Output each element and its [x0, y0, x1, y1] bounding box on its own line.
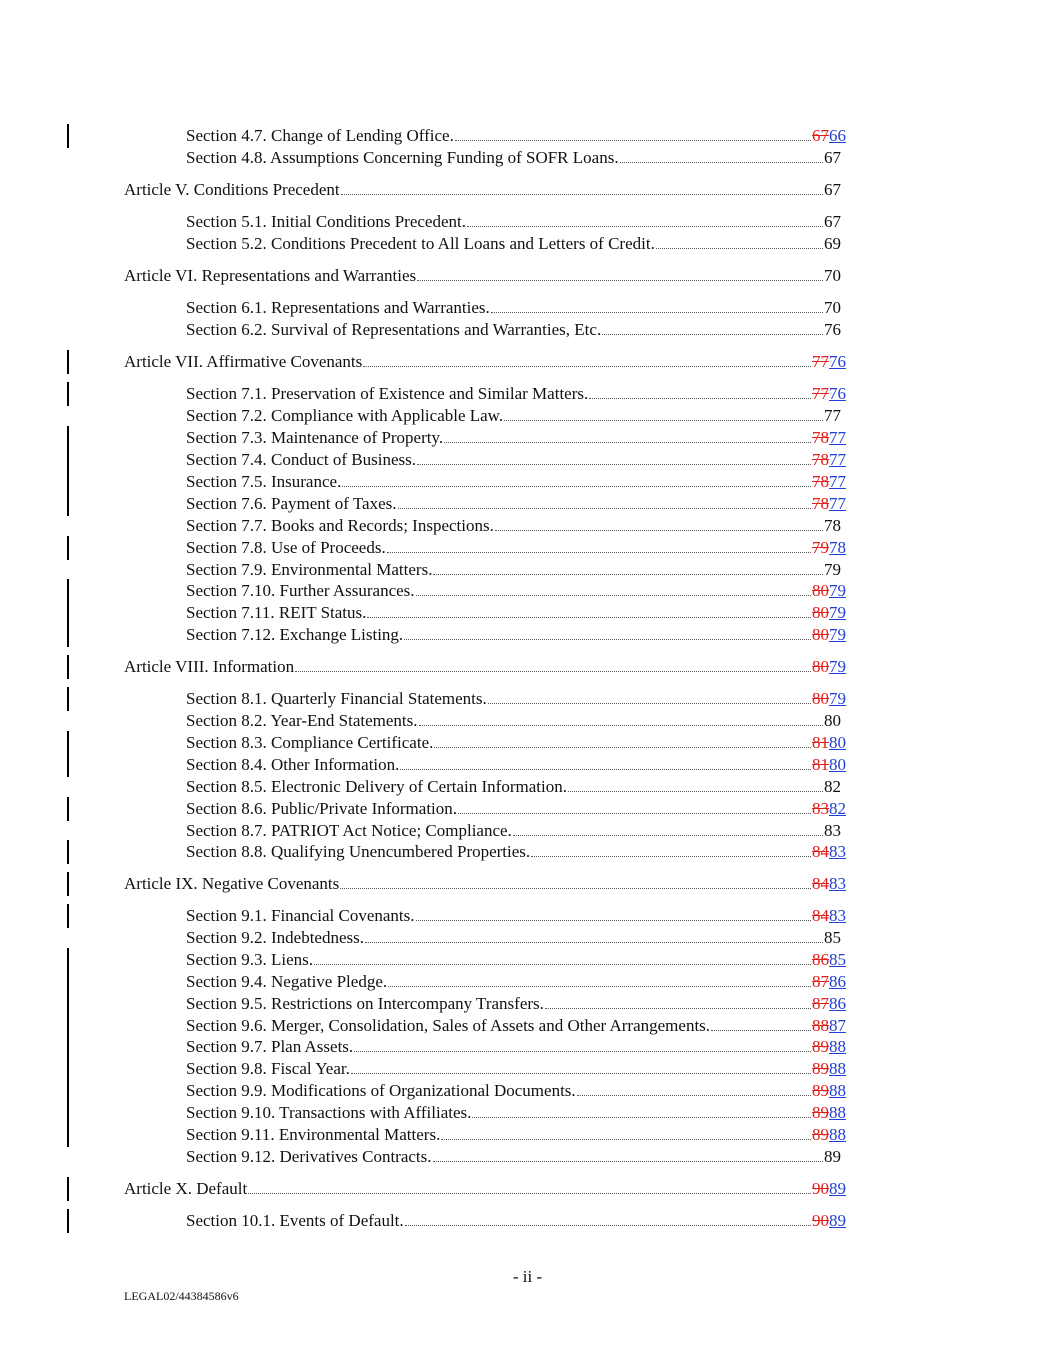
revision-change-bar	[67, 492, 69, 516]
toc-entry-title: Section 4.8. Assumptions Concerning Funding of SOFR Loans.	[186, 148, 619, 167]
dot-leader	[354, 1050, 811, 1052]
deleted-page-number: 86	[812, 950, 829, 969]
toc-entry-title: Section 7.6. Payment of Taxes.	[186, 494, 397, 513]
toc-page-number	[812, 1015, 846, 1037]
toc-entry-title: Section 8.5. Electronic Delivery of Certain Information.	[186, 777, 567, 796]
dot-leader	[711, 1029, 811, 1031]
revision-change-bar	[67, 448, 69, 472]
inserted-page-number: 77	[829, 472, 846, 491]
toc-section-entry[interactable]	[186, 841, 846, 863]
toc-entry-title: Section 5.2. Conditions Precedent to All Loans and Letters of Credit.	[186, 234, 655, 253]
toc-section-entry[interactable]	[186, 1015, 846, 1037]
toc-section-entry[interactable]	[186, 405, 846, 427]
inserted-page-number: 79	[829, 625, 846, 644]
deleted-page-number: 80	[812, 625, 829, 644]
toc-section-entry[interactable]	[186, 537, 846, 559]
revision-change-bar	[67, 655, 69, 679]
toc-entry-title: Section 8.7. PATRIOT Act Notice; Compliance.	[186, 821, 512, 840]
dot-leader	[248, 1192, 811, 1194]
document-id: LEGAL02/44384586v6	[124, 1289, 239, 1303]
deleted-page-number: 89	[812, 1103, 829, 1122]
toc-page-number	[812, 905, 846, 927]
toc-section-entry[interactable]	[186, 949, 846, 971]
toc-entry-title: Section 7.12. Exchange Listing.	[186, 625, 404, 644]
revision-change-bar	[67, 1057, 69, 1081]
toc-entry-title: Section 9.2. Indebtedness.	[186, 928, 364, 947]
toc-section-entry[interactable]	[186, 233, 846, 255]
inserted-page-number: 77	[829, 428, 846, 447]
inserted-page-number: 79	[829, 689, 846, 708]
dot-leader	[314, 963, 811, 965]
toc-section-entry[interactable]	[186, 1146, 846, 1168]
toc-page-number: 67	[824, 180, 841, 199]
dot-leader	[656, 247, 823, 249]
revision-change-bar	[67, 601, 69, 625]
toc-entry-title: Section 9.8. Fiscal Year.	[186, 1059, 350, 1078]
toc-page-number	[812, 493, 846, 515]
dot-leader	[577, 1094, 811, 1096]
toc-page-number: 80	[824, 711, 841, 730]
toc-article-entry[interactable]	[124, 265, 846, 287]
toc-page-number: 82	[824, 777, 841, 796]
toc-entry-title: Article VI. Representations and Warranties	[124, 266, 417, 285]
dot-leader	[455, 139, 811, 141]
toc-entry-title: Section 4.7. Change of Lending Office.	[186, 126, 454, 145]
toc-section-entry[interactable]	[186, 1058, 846, 1080]
toc-article-entry[interactable]	[124, 179, 846, 201]
toc-entry-title: Section 8.1. Quarterly Financial Statements.	[186, 689, 487, 708]
toc-page-number	[812, 537, 846, 559]
inserted-page-number: 76	[829, 384, 846, 403]
revision-change-bar	[67, 382, 69, 406]
toc-entry-title: Section 9.6. Merger, Consolidation, Sales of Assets and Other Arrangements.	[186, 1016, 711, 1035]
dot-leader	[295, 670, 811, 672]
dot-leader	[602, 333, 823, 335]
deleted-page-number: 90	[812, 1211, 829, 1230]
revision-change-bar	[67, 904, 69, 928]
deleted-page-number: 81	[812, 755, 829, 774]
revision-change-bar	[67, 753, 69, 777]
toc-section-entry[interactable]	[186, 1210, 846, 1232]
revision-change-bar	[67, 992, 69, 1016]
toc-section-entry[interactable]	[186, 1124, 846, 1146]
toc-entry-title: Section 9.3. Liens.	[186, 950, 314, 969]
toc-page-number	[812, 798, 846, 820]
toc-entry-title: Section 9.7. Plan Assets.	[186, 1037, 354, 1056]
toc-section-entry[interactable]	[186, 471, 846, 493]
deleted-page-number: 84	[812, 906, 829, 925]
toc-page-number	[812, 656, 846, 678]
revision-change-bar	[67, 840, 69, 864]
toc-section-entry[interactable]	[186, 1102, 846, 1124]
toc-page-number: 70	[824, 266, 841, 285]
toc-entry-title: Section 9.12. Derivatives Contracts.	[186, 1147, 432, 1166]
toc-entry-title: Section 9.4. Negative Pledge.	[186, 972, 388, 991]
dot-leader	[367, 616, 811, 618]
toc-page-number: 70	[824, 298, 841, 317]
inserted-page-number: 80	[829, 755, 846, 774]
toc-section-entry[interactable]	[186, 820, 846, 842]
inserted-page-number: 77	[829, 494, 846, 513]
revision-change-bar	[67, 124, 69, 148]
toc-page-number	[812, 351, 846, 373]
toc-entry-title: Section 8.6. Public/Private Information.	[186, 799, 458, 818]
toc-section-entry[interactable]	[186, 905, 846, 927]
dot-leader	[388, 985, 811, 987]
revision-change-bar	[67, 1123, 69, 1147]
dot-leader	[458, 812, 811, 814]
toc-section-entry[interactable]	[186, 559, 846, 581]
toc-page-number	[812, 125, 846, 147]
deleted-page-number: 89	[812, 1125, 829, 1144]
deleted-page-number: 67	[812, 126, 829, 145]
dot-leader	[488, 702, 811, 704]
dot-leader	[568, 790, 823, 792]
inserted-page-number: 80	[829, 733, 846, 752]
toc-entry-title: Section 7.3. Maintenance of Property.	[186, 428, 444, 447]
revision-change-bar	[67, 797, 69, 821]
toc-entry-title: Section 7.5. Insurance.	[186, 472, 342, 491]
toc-entry-title: Section 5.1. Initial Conditions Precedent.	[186, 212, 466, 231]
toc-page-number	[812, 688, 846, 710]
toc-section-entry[interactable]	[186, 927, 846, 949]
revision-change-bar	[67, 1035, 69, 1059]
inserted-page-number: 83	[829, 906, 846, 925]
inserted-page-number: 85	[829, 950, 846, 969]
deleted-page-number: 77	[812, 384, 829, 403]
dot-leader	[513, 834, 823, 836]
inserted-page-number: 66	[829, 126, 846, 145]
dot-leader	[404, 638, 811, 640]
revision-change-bar	[67, 470, 69, 494]
page-number: - ii -	[512, 1267, 543, 1286]
dot-leader	[433, 573, 823, 575]
toc-section-entry[interactable]	[186, 710, 846, 732]
toc-section-entry[interactable]	[186, 754, 846, 776]
deleted-page-number: 89	[812, 1081, 829, 1100]
deleted-page-number: 80	[812, 657, 829, 676]
toc-entry-title: Section 8.2. Year-End Statements.	[186, 711, 418, 730]
deleted-page-number: 87	[812, 994, 829, 1013]
revision-change-bar	[67, 623, 69, 647]
toc-section-entry[interactable]	[186, 427, 846, 449]
toc-article-entry[interactable]	[124, 873, 846, 895]
toc-entry-title: Section 7.10. Further Assurances.	[186, 581, 415, 600]
dot-leader	[491, 311, 823, 313]
dot-leader	[363, 365, 811, 367]
toc-entry-title: Section 8.3. Compliance Certificate.	[186, 733, 434, 752]
revision-change-bar	[67, 1079, 69, 1103]
inserted-page-number: 87	[829, 1016, 846, 1035]
toc-page-number	[812, 754, 846, 776]
toc-section-entry[interactable]	[186, 147, 846, 169]
dot-leader	[472, 1116, 811, 1118]
toc-entry-title: Article VIII. Information	[124, 657, 295, 676]
toc-entry-title: Section 9.11. Environmental Matters.	[186, 1125, 441, 1144]
toc-page-number	[812, 580, 846, 602]
toc-article-entry[interactable]	[124, 1178, 846, 1200]
toc-entry-title: Section 7.2. Compliance with Applicable Law.	[186, 406, 504, 425]
toc-section-entry[interactable]	[186, 624, 846, 646]
toc-entry-title: Article IX. Negative Covenants	[124, 874, 340, 893]
toc-entry-title: Article VII. Affirmative Covenants	[124, 352, 363, 371]
toc-page-number	[812, 971, 846, 993]
deleted-page-number: 77	[812, 352, 829, 371]
toc-page-number	[812, 841, 846, 863]
revision-change-bar	[67, 731, 69, 755]
inserted-page-number: 86	[829, 972, 846, 991]
toc-entry-title: Section 9.5. Restrictions on Intercompany Transfers.	[186, 994, 544, 1013]
deleted-page-number: 78	[812, 450, 829, 469]
toc-section-entry[interactable]	[186, 319, 846, 341]
toc-section-entry[interactable]	[186, 211, 846, 233]
dot-leader	[400, 768, 811, 770]
dot-leader	[365, 941, 823, 943]
inserted-page-number: 88	[829, 1103, 846, 1122]
inserted-page-number: 77	[829, 450, 846, 469]
toc-entry-title: Section 7.7. Books and Records; Inspections.	[186, 516, 494, 535]
revision-change-bar	[67, 970, 69, 994]
deleted-page-number: 90	[812, 1179, 829, 1198]
inserted-page-number: 78	[829, 538, 846, 557]
toc-entry-title: Section 8.4. Other Information.	[186, 755, 400, 774]
inserted-page-number: 88	[829, 1081, 846, 1100]
toc-entry-title: Section 7.4. Conduct of Business.	[186, 450, 416, 469]
toc-page-number	[812, 624, 846, 646]
toc-page-number	[812, 1102, 846, 1124]
toc-page-number	[812, 1210, 846, 1232]
toc-section-entry[interactable]	[186, 580, 846, 602]
revision-change-bar	[67, 687, 69, 711]
toc-entry-title: Section 7.11. REIT Status.	[186, 603, 367, 622]
revision-change-bar	[67, 1209, 69, 1233]
toc-section-entry[interactable]	[186, 515, 846, 537]
dot-leader	[398, 507, 812, 509]
toc-entry-title: Section 7.8. Use of Proceeds.	[186, 538, 386, 557]
deleted-page-number: 87	[812, 972, 829, 991]
toc-entry-title: Section 9.1. Financial Covenants.	[186, 906, 415, 925]
toc-page-number	[812, 1036, 846, 1058]
toc-page-number	[812, 1178, 846, 1200]
inserted-page-number: 86	[829, 994, 846, 1013]
toc-section-entry[interactable]	[186, 688, 846, 710]
revision-change-bar	[67, 1177, 69, 1201]
toc-page-number: 79	[824, 560, 841, 579]
dot-leader	[416, 594, 811, 596]
inserted-page-number: 83	[829, 874, 846, 893]
inserted-page-number: 79	[829, 657, 846, 676]
dot-leader	[340, 887, 811, 889]
dot-leader	[417, 463, 811, 465]
toc-section-entry[interactable]	[186, 449, 846, 471]
deleted-page-number: 80	[812, 581, 829, 600]
inserted-page-number: 82	[829, 799, 846, 818]
deleted-page-number: 80	[812, 689, 829, 708]
toc-page-number: 83	[824, 821, 841, 840]
toc-section-entry[interactable]	[186, 383, 846, 405]
deleted-page-number: 78	[812, 494, 829, 513]
toc-section-entry[interactable]	[186, 776, 846, 798]
toc-page-number: 67	[824, 212, 841, 231]
revision-change-bar	[67, 579, 69, 603]
toc-page-number	[812, 1124, 846, 1146]
toc-page-number	[812, 873, 846, 895]
toc-page-number: 69	[824, 234, 841, 253]
toc-article-entry[interactable]	[124, 351, 846, 373]
toc-page-number	[812, 449, 846, 471]
toc-page-number	[812, 1080, 846, 1102]
toc-page-number	[812, 732, 846, 754]
toc-entry-title: Section 10.1. Events of Default.	[186, 1211, 404, 1230]
toc-section-entry[interactable]	[186, 993, 846, 1015]
dot-leader	[620, 161, 823, 163]
dot-leader	[434, 746, 811, 748]
revision-change-bar	[67, 426, 69, 450]
revision-change-bar	[67, 1101, 69, 1125]
toc-section-entry[interactable]	[186, 971, 846, 993]
dot-leader	[495, 529, 823, 531]
dot-leader	[342, 485, 811, 487]
dot-leader	[419, 724, 824, 726]
inserted-page-number: 83	[829, 842, 846, 861]
deleted-page-number: 88	[812, 1016, 829, 1035]
toc-page-number: 77	[824, 406, 841, 425]
deleted-page-number: 89	[812, 1059, 829, 1078]
toc-page-number: 67	[824, 148, 841, 167]
deleted-page-number: 78	[812, 428, 829, 447]
revision-change-bar	[67, 350, 69, 374]
dot-leader	[441, 1138, 811, 1140]
inserted-page-number: 89	[829, 1211, 846, 1230]
toc-page-number	[812, 1058, 846, 1080]
toc-entry-title: Section 7.1. Preservation of Existence and Similar Matters.	[186, 384, 589, 403]
toc-section-entry[interactable]	[186, 732, 846, 754]
toc-entry-title: Article V. Conditions Precedent	[124, 180, 340, 199]
deleted-page-number: 84	[812, 842, 829, 861]
toc-section-entry[interactable]	[186, 493, 846, 515]
toc-page-number	[812, 383, 846, 405]
dot-leader	[416, 919, 811, 921]
dot-leader	[351, 1072, 811, 1074]
toc-page-number	[812, 471, 846, 493]
toc-article-entry[interactable]	[124, 656, 846, 678]
inserted-page-number: 88	[829, 1125, 846, 1144]
toc-page-number	[812, 602, 846, 624]
toc-entry-title: Section 6.1. Representations and Warranties.	[186, 298, 490, 317]
dot-leader	[589, 397, 811, 399]
toc-page-number: 76	[824, 320, 841, 339]
toc-section-entry[interactable]	[186, 1036, 846, 1058]
toc-section-entry[interactable]	[186, 602, 846, 624]
toc-section-entry[interactable]	[186, 125, 846, 147]
toc-page-number	[812, 949, 846, 971]
dot-leader	[444, 441, 811, 443]
toc-page-number: 89	[824, 1147, 841, 1166]
dot-leader	[467, 225, 823, 227]
toc-entry-title: Article X. Default	[124, 1179, 248, 1198]
inserted-page-number: 79	[829, 603, 846, 622]
toc-page-number: 78	[824, 516, 841, 535]
revision-change-bar	[67, 948, 69, 972]
toc-section-entry[interactable]	[186, 1080, 846, 1102]
toc-page-number	[812, 993, 846, 1015]
toc-entry-title: Section 8.8. Qualifying Unencumbered Properties.	[186, 842, 531, 861]
inserted-page-number: 89	[829, 1179, 846, 1198]
dot-leader	[341, 193, 823, 195]
dot-leader	[387, 551, 811, 553]
revision-change-bar	[67, 872, 69, 896]
deleted-page-number: 80	[812, 603, 829, 622]
dot-leader	[504, 419, 823, 421]
dot-leader	[545, 1007, 811, 1009]
toc-entry-title: Section 9.9. Modifications of Organizational Documents.	[186, 1081, 576, 1100]
toc-section-entry[interactable]	[186, 297, 846, 319]
dot-leader	[531, 855, 811, 857]
inserted-page-number: 88	[829, 1059, 846, 1078]
toc-entry-title: Section 7.9. Environmental Matters.	[186, 560, 433, 579]
toc-page-number: 85	[824, 928, 841, 947]
deleted-page-number: 84	[812, 874, 829, 893]
inserted-page-number: 88	[829, 1037, 846, 1056]
deleted-page-number: 83	[812, 799, 829, 818]
deleted-page-number: 81	[812, 733, 829, 752]
toc-page-number	[812, 427, 846, 449]
deleted-page-number: 79	[812, 538, 829, 557]
deleted-page-number: 89	[812, 1037, 829, 1056]
deleted-page-number: 78	[812, 472, 829, 491]
inserted-page-number: 79	[829, 581, 846, 600]
inserted-page-number: 76	[829, 352, 846, 371]
dot-leader	[417, 279, 823, 281]
revision-change-bar	[67, 536, 69, 560]
toc-entry-title: Section 6.2. Survival of Representations and Warranties, Etc.	[186, 320, 602, 339]
dot-leader	[433, 1160, 823, 1162]
dot-leader	[405, 1224, 811, 1226]
toc-section-entry[interactable]	[186, 798, 846, 820]
toc-entry-title: Section 9.10. Transactions with Affiliates.	[186, 1103, 472, 1122]
